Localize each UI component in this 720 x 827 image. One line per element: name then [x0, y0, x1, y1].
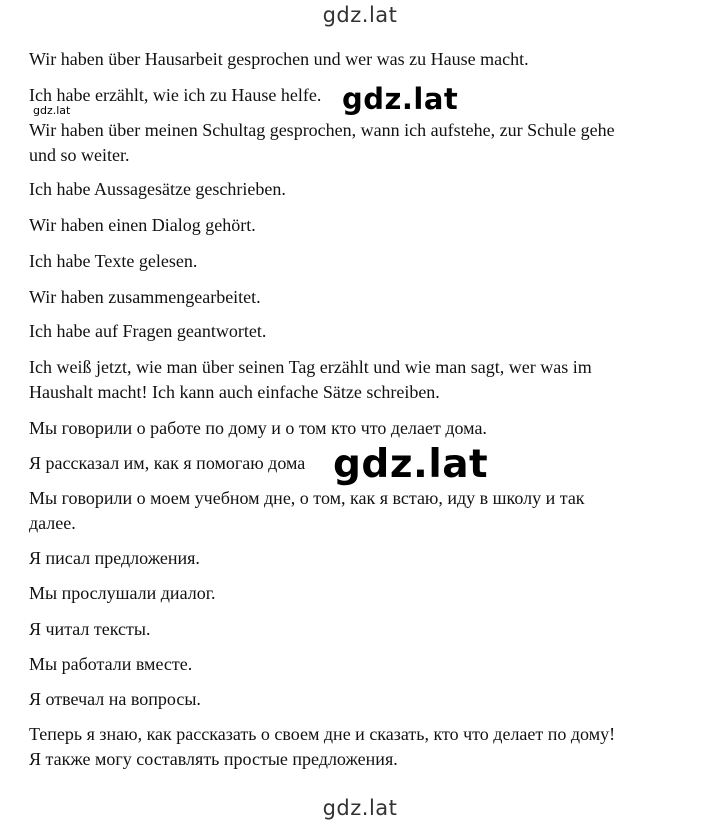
text-line: Wir haben über Hausarbeit gesprochen und wer was zu Hause macht. [29, 49, 529, 69]
text-line: Wir haben einen Dialog gehört. [29, 215, 256, 235]
text-line: Ich weiß jetzt, wie man über seinen Tag erzählt und wie man sagt, wer was im [29, 357, 592, 377]
text-line: Я также могу составлять простые предложения. [29, 749, 398, 769]
watermark-mid: gdz.lat [342, 82, 464, 116]
text-line: Ich habe Texte gelesen. [29, 251, 198, 271]
text-line: Я отвечал на вопросы. [29, 689, 201, 709]
watermark-mid: gdz.lat [333, 442, 489, 487]
text-line: Wir haben über meinen Schultag gesprochen, wann ich aufstehe, zur Schule gehe [29, 120, 615, 140]
text-line: Wir haben zusammengearbeitet. [29, 287, 261, 307]
text-line: Ich habe auf Fragen geantwortet. [29, 321, 267, 341]
watermark-bottom: gdz.lat [322, 796, 398, 820]
text-line: Мы работали вместе. [29, 654, 193, 674]
text-line: далее. [29, 513, 76, 533]
text-line: und so weiter. [29, 145, 130, 165]
text-line: Мы говорили о работе по дому и о том кто что делает дома. [29, 418, 487, 438]
text-line: Я рассказал им, как я помогаю дома [29, 453, 306, 473]
text-line: Ich habe Aussagesätze geschrieben. [29, 179, 286, 199]
text-line: Я писал предложения. [29, 548, 200, 568]
text-line: Мы прослушали диалог. [29, 583, 216, 603]
text-line: Ich habe erzählt, wie ich zu Hause helfe. [29, 85, 322, 105]
text-line: Haushalt macht! Ich kann auch einfache Sätze schreiben. [29, 382, 440, 402]
text-line: Мы говорили о моем учебном дне, о том, как я встаю, иду в школу и так [29, 488, 585, 508]
watermark-top: gdz.lat [322, 3, 398, 27]
text-line: Теперь я знаю, как рассказать о своем дне и сказать, кто что делает по дому! [29, 724, 616, 744]
text-line: Я читал тексты. [29, 619, 151, 639]
watermark-small: gdz.lat [33, 104, 71, 117]
